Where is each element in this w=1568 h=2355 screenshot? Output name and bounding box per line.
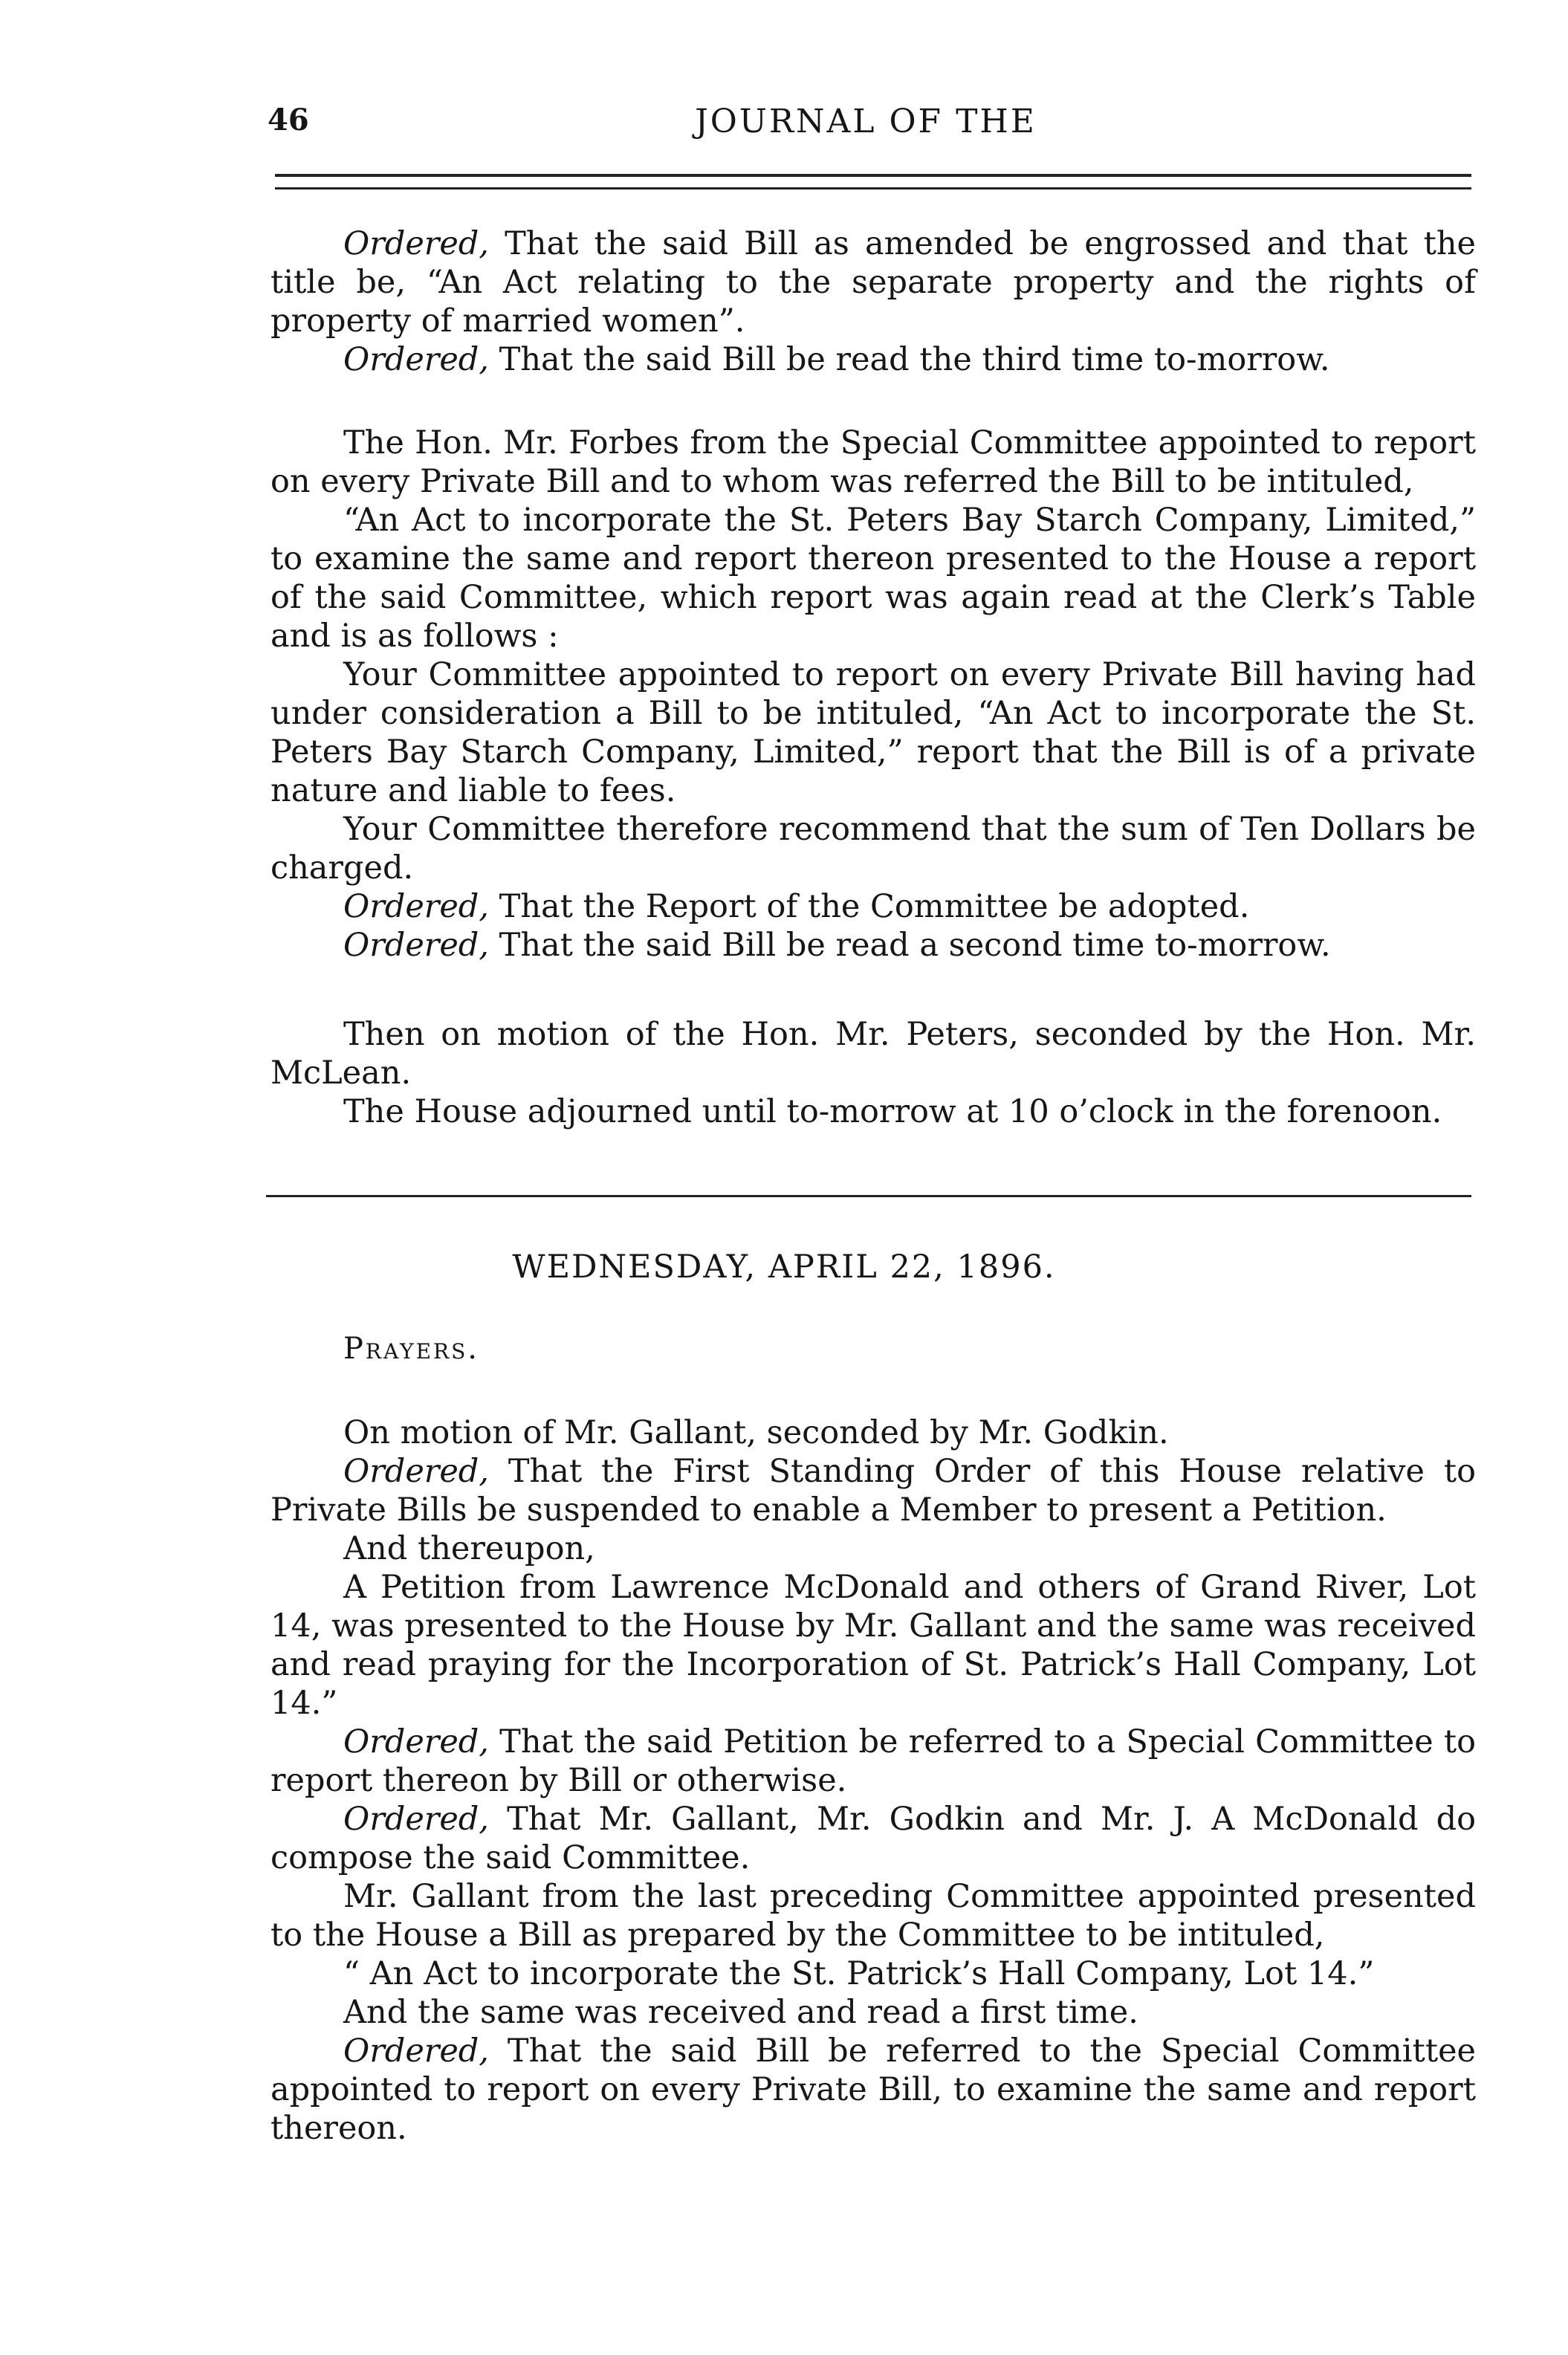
paragraph: Your Committee therefore recommend that the sum of Ten Dollars be charged.	[270, 811, 1476, 887]
page-header	[253, 103, 1479, 147]
ordered-lead: Ordered,	[343, 1453, 489, 1490]
paragraph-text: That the First Standing Order of this House relative to Private Bills be suspended to enable a Member to present a Petition.	[270, 1453, 1476, 1529]
ordered-lead: Ordered,	[343, 1801, 489, 1838]
ordered-lead: Ordered,	[343, 1723, 489, 1760]
paragraph: And the same was received and read a first time.	[343, 1994, 1138, 2031]
paragraph-text: That the said Bill be referred to the Special Committee appointed to report on every Private Bill, to examine the same and report thereon.	[270, 2032, 1477, 2147]
paragraph-text: That the said Bill be read a second time to-morrow.	[499, 927, 1331, 964]
paragraph	[270, 887, 1476, 926]
section-petition	[270, 1413, 1476, 2148]
paragraph-text: That the said Petition be referred to a Special Committee to report thereon by Bill or otherwise.	[270, 1723, 1476, 1799]
paragraph: And thereupon,	[343, 1530, 595, 1567]
paragraph: “An Act to incorporate the St. Peters Bay Starch Company, Limited,” to examine the same and report thereon presented to the House a report of the said Committee, which report was again read at the Clerk’s Table and is as follows :	[270, 502, 1476, 655]
day-heading: WEDNESDAY, APRIL 22, 1896.	[512, 1248, 1056, 1286]
ordered-lead: Ordered,	[343, 225, 489, 262]
section-ordered-engrossed	[270, 224, 1476, 379]
paragraph-text: That the said Bill be read the third time to-morrow.	[499, 341, 1330, 378]
ordered-lead: Ordered,	[343, 927, 489, 964]
ordered-lead: Ordered,	[343, 888, 489, 925]
paragraph	[270, 340, 1476, 379]
ordered-lead: Ordered,	[343, 2032, 489, 2070]
paragraph-text: That the Report of the Committee be adopted.	[499, 888, 1250, 925]
paragraph	[270, 1800, 1476, 1877]
paragraph: On motion of Mr. Gallant, seconded by Mr. Godkin.	[343, 1414, 1169, 1451]
paragraph	[270, 224, 1476, 340]
paragraph: Mr. Gallant from the last preceding Committee appointed presented to the House a Bill as prepared by the Committee to be intituled,	[270, 1878, 1476, 1954]
paragraph	[270, 2032, 1476, 2148]
paragraph-text: That the said Bill as amended be engrossed and that the title be, “An Act relating to the separate property and the rights of property of married women”.	[270, 225, 1476, 340]
paragraph: Your Committee appointed to report on every Private Bill having had under consideration a Bill to be intituled, “An Act to incorporate the St. Peters Bay Starch Company, Limited,” report that the Bill is of a private nature and liable to fees.	[270, 656, 1476, 809]
header-double-rule	[275, 174, 1471, 189]
paragraph: The Hon. Mr. Forbes from the Special Committee appointed to report on every Private Bill and to whom was referred the Bill to be intituled,	[270, 424, 1476, 500]
paragraph: Then on motion of the Hon. Mr. Peters, seconded by the Hon. Mr. McLean.	[270, 1016, 1476, 1092]
section-forbes-report	[270, 424, 1476, 965]
section-adjournment	[270, 1015, 1476, 1131]
running-title: JOURNAL OF THE	[695, 103, 1037, 140]
page-number: 46	[268, 103, 309, 137]
paragraph	[270, 926, 1476, 965]
paragraph-text: That Mr. Gallant, Mr. Godkin and Mr. J. A McDonald do compose the said Committee.	[270, 1801, 1476, 1876]
paragraph	[270, 1723, 1476, 1800]
ordered-lead: Ordered,	[343, 341, 489, 378]
paragraph	[270, 1452, 1476, 1529]
paragraph: A Petition from Lawrence McDonald and others of Grand River, Lot 14, was presented to the House by Mr. Gallant and the same was received and read praying for the Incorporation of St. Patrick’s Hall Company, Lot 14.”	[270, 1569, 1476, 1722]
section-divider	[266, 1195, 1471, 1197]
prayers-heading: Prayers.	[343, 1332, 479, 1366]
paragraph: “ An Act to incorporate the St. Patrick’s Hall Company, Lot 14.”	[343, 1955, 1375, 1992]
paragraph: The House adjourned until to-morrow at 10 o’clock in the forenoon.	[343, 1093, 1442, 1130]
